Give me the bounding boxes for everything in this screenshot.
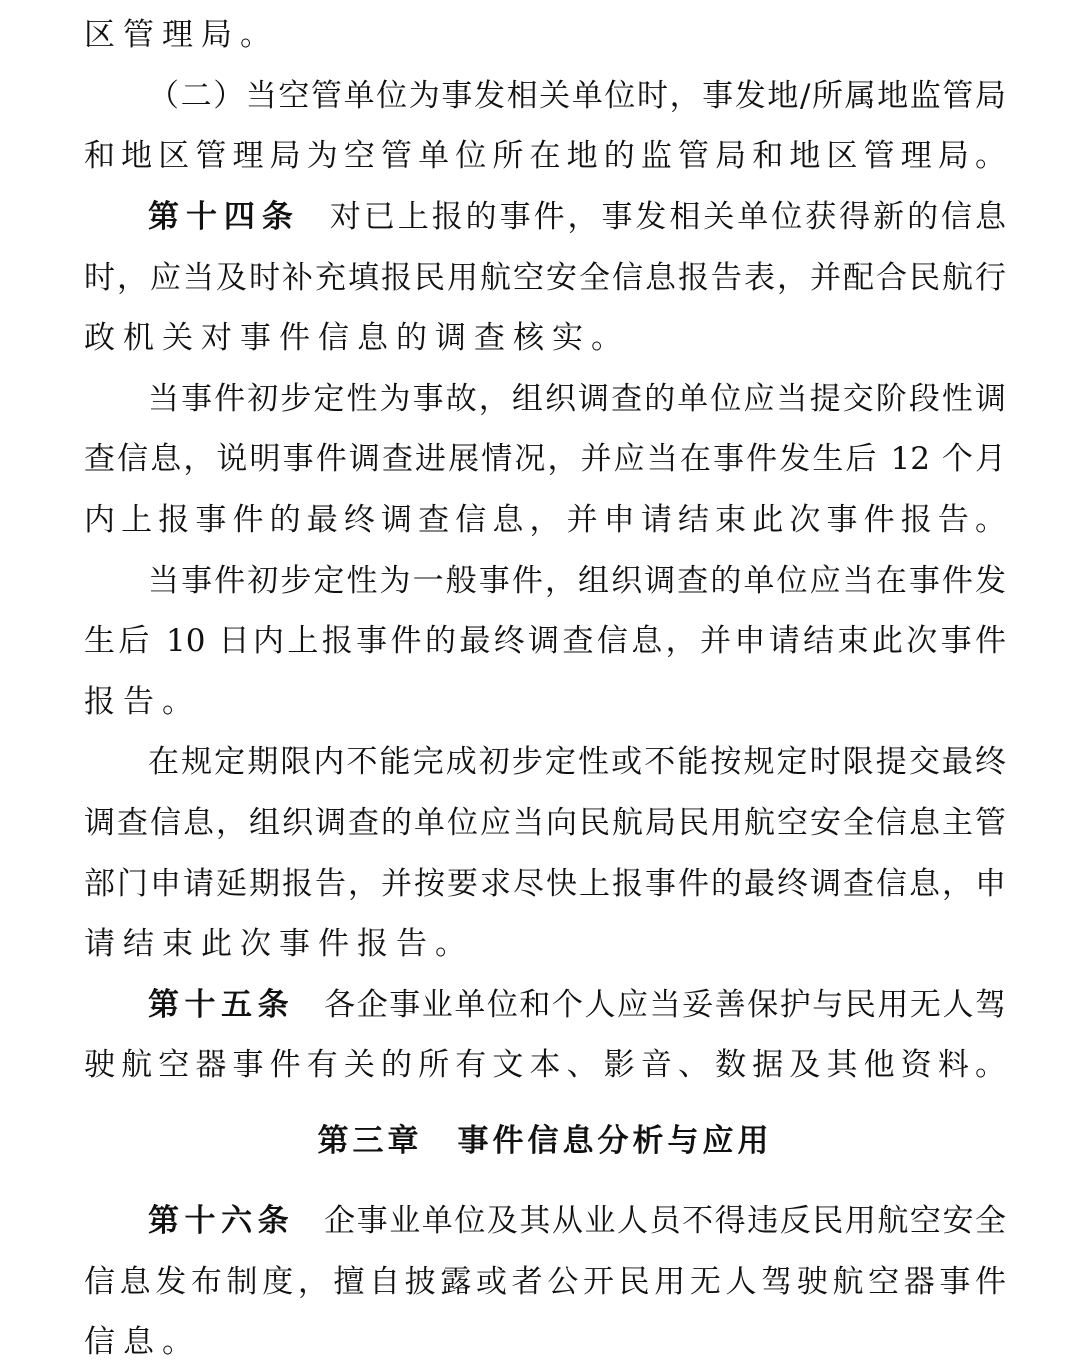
text-line: 在规定期限内不能完成初步定性或不能按规定时限提交最终 <box>148 744 1006 780</box>
text-line: （二）当空管单位为事发相关单位时，事发地/所属地监管局 <box>148 78 1006 114</box>
text-line: 当事件初步定性为一般事件，组织调查的单位应当在事件发 <box>148 563 1006 599</box>
article-16-first-line <box>148 1191 1006 1251</box>
text-line: 区管理局。 <box>84 17 279 53</box>
chapter-heading: 第三章 事件信息分析与应用 <box>317 1123 773 1159</box>
text-line: 当事件初步定性为事故，组织调查的单位应当提交阶段性调 <box>148 381 1006 417</box>
text-line: 和地区管理局为空管单位所在地的监管局和地区管理局。 <box>84 138 1006 174</box>
article-15-heading: 第十五条 <box>148 987 295 1023</box>
text-line: 查信息，说明事件调查进展情况，并应当在事件发生后 12 个月 <box>84 441 1006 477</box>
article-16-heading: 第十六条 <box>148 1203 295 1239</box>
text-line: 调查信息，组织调查的单位应当向民航局民用航空安全信息主管 <box>84 805 1006 841</box>
text-line: 信息。 <box>84 1324 201 1360</box>
text-line: 生后 10 日内上报事件的最终调查信息，并申请结束此次事件 <box>84 623 1006 659</box>
text-line: 部门申请延期报告，并按要求尽快上报事件的最终调查信息，申 <box>84 866 1006 902</box>
text-line: 驶航空器事件有关的所有文本、影音、数据及其他资料。 <box>84 1047 1006 1083</box>
article-14-first-line <box>148 187 1006 247</box>
text-line: 报告。 <box>84 684 201 720</box>
text-line: 时，应当及时补充填报民用航空安全信息报告表，并配合民航行 <box>84 260 1006 296</box>
text-line: 政机关对事件信息的调查核实。 <box>84 320 630 356</box>
article-14-heading: 第十四条 <box>148 199 300 235</box>
text-line: 企事业单位及其从业人员不得违反民用航空安全 <box>324 1203 1007 1239</box>
article-15-first-line <box>148 975 1006 1035</box>
text-line: 信息发布制度，擅自披露或者公开民用无人驾驶航空器事件 <box>84 1264 1006 1300</box>
text-line: 各企事业单位和个人应当妥善保护与民用无人驾 <box>324 987 1007 1023</box>
text-line: 内上报事件的最终调查信息，并申请结束此次事件报告。 <box>84 502 1006 538</box>
text-line: 对已上报的事件，事发相关单位获得新的信息 <box>329 199 1006 235</box>
text-line: 请结束此次事件报告。 <box>84 926 474 962</box>
